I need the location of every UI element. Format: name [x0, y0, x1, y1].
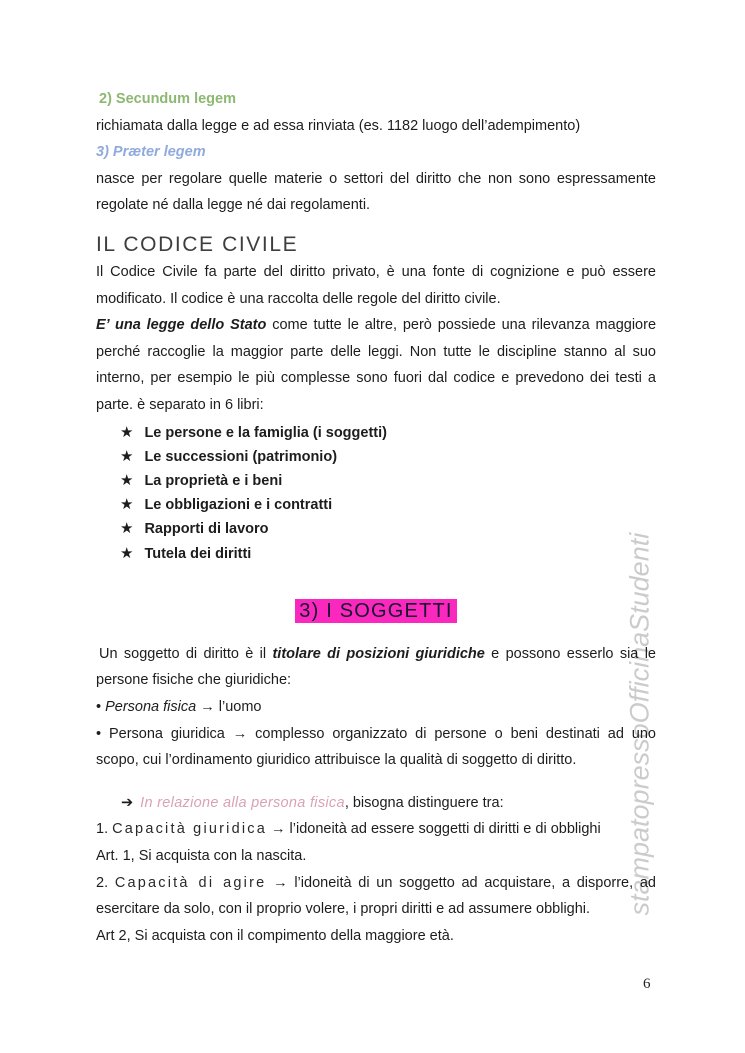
- item-number: 1.: [96, 821, 113, 838]
- books-list: [96, 421, 656, 566]
- persona-giuridica-text: Persona giuridica → complesso organizzato di persone o beni destinati ad uno scopo, cui l’ordinamento giuridico attribuisce la qualità di soggetto di diritto.: [96, 725, 656, 769]
- persona-fisica-rest: → l’uomo: [196, 698, 262, 715]
- capacita-agire-item: [96, 870, 656, 923]
- codice-para2-lead: E’ una legge dello Stato: [96, 317, 267, 334]
- list-item: [120, 493, 656, 517]
- codice-para1: Il Codice Civile fa parte del diritto privato, è una fonte di cognizione e può essere modificato. Il codice è una raccolta delle regole del diritto civile.: [96, 263, 656, 307]
- intro-rest: e possono esserlo sia le persone fisiche che giuridiche:: [96, 645, 656, 689]
- heading-secundum-legem: 2) Secundum legem: [99, 91, 236, 107]
- arrow-icon: ➔: [121, 794, 134, 811]
- star-bullet-icon: ★: [120, 447, 134, 465]
- book-label: La proprietà e i beni: [144, 472, 283, 489]
- book-label: Tutela dei diritti: [144, 545, 252, 562]
- intro-pre: Un soggetto di diritto è il: [99, 645, 273, 662]
- book-label: Le persone e la famiglia (i soggetti): [144, 424, 387, 441]
- capacita-agire-rest: → l’idoneità di un soggetto ad acquistare, a disporre, ad esercitare da solo, con il proprio volere, i propri diritti e ad assumere obblighi.: [96, 874, 656, 918]
- star-bullet-icon: ★: [120, 544, 134, 562]
- capacita-giuridica-label: Capacità giuridica: [112, 821, 267, 838]
- list-item: [120, 445, 656, 469]
- book-label: Rapporti di lavoro: [144, 521, 269, 538]
- codice-para2-rest: come tutte le altre, però possiede una rilevanza maggiore perché raccoglie la maggior parte delle leggi. Non tutte le discipline stanno al suo interno, per esempio le più complesse sono fuori dal codice e prevedono dei testi a parte. è separato in 6 libri:: [96, 317, 657, 413]
- list-item: [120, 421, 656, 445]
- bullet-icon: •: [96, 725, 102, 742]
- soggetti-title-row: [96, 596, 656, 628]
- relazione-pink-text: In relazione alla persona fisica: [140, 794, 345, 811]
- praeter-body: nasce per regolare quelle materie o settori del diritto che non sono espressamente regolate né dalla legge né dai regolamenti.: [96, 170, 656, 214]
- page-content: [96, 86, 656, 949]
- star-bullet-icon: ★: [120, 471, 134, 489]
- capacita-agire-art: Art 2, Si acquista con il compimento della maggiore età.: [96, 927, 454, 944]
- watermark-text: stampatopressoOfficinaStudenti: [624, 532, 655, 916]
- list-item: [120, 542, 656, 566]
- capacita-agire-label: Capacità di agire: [114, 874, 267, 891]
- capacita-giuridica-item: [96, 816, 656, 843]
- star-bullet-icon: ★: [120, 496, 134, 514]
- intro-bold: titolare di posizioni giuridiche: [272, 645, 485, 662]
- relazione-rest: , bisogna distinguere tra:: [344, 794, 504, 811]
- bullet-icon: •: [96, 698, 102, 715]
- persona-fisica-label: Persona fisica: [105, 698, 197, 715]
- soggetti-intro: [96, 641, 656, 694]
- capacita-giuridica-rest: → l’idoneità ad essere soggetti di diritti e di obblighi: [266, 821, 601, 838]
- section-title-soggetti: 3) I SOGGETTI: [295, 599, 456, 623]
- list-item: [120, 517, 656, 541]
- section-title-codice-civile: IL CODICE CIVILE: [96, 232, 299, 256]
- bullet-persona-giuridica: [96, 721, 656, 774]
- capacita-giuridica-art: Art. 1, Si acquista con la nascita.: [96, 847, 307, 864]
- book-label: Le successioni (patrimonio): [144, 448, 338, 465]
- relazione-line: [96, 790, 656, 817]
- star-bullet-icon: ★: [120, 520, 134, 538]
- book-label: Le obbligazioni e i contratti: [144, 497, 333, 514]
- page-number: 6: [643, 976, 651, 992]
- secundum-body: richiamata dalla legge e ad essa rinviata (es. 1182 luogo dell’adempimento): [96, 117, 581, 134]
- list-item: [120, 469, 656, 493]
- codice-para2: [96, 312, 656, 418]
- heading-praeter-legem: 3) Præter legem: [96, 144, 206, 161]
- star-bullet-icon: ★: [120, 423, 134, 441]
- bullet-persona-fisica: [96, 694, 656, 721]
- item-number: 2.: [96, 874, 115, 891]
